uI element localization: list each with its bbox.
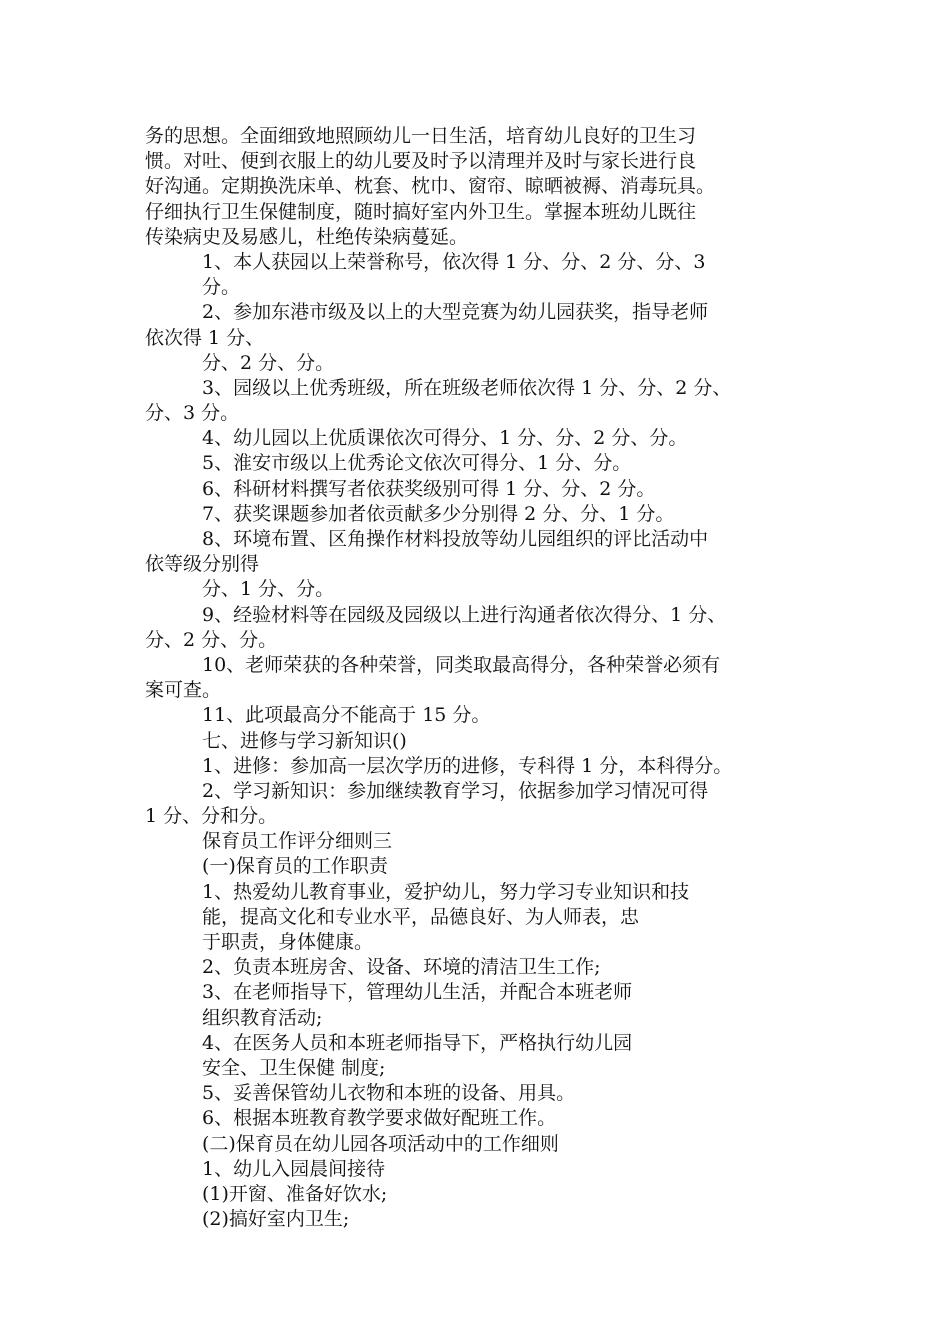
text-line: 务的思想。全面细致地照顾幼儿一日生活，培育幼儿良好的卫生习 [145, 125, 697, 147]
text-line: 1、本人获园以上荣誉称号，依次得 1 分、分、2 分、分、3 [202, 250, 706, 273]
text-line: (一)保育员的工作职责 [202, 855, 388, 878]
text-line: 2、学习新知识：参加继续教育学习，依据参加学习情况可得 [202, 779, 709, 802]
text-line: 1、幼儿入园晨间接待 [202, 1157, 386, 1180]
text-line: 仔细执行卫生保健制度，随时搞好室内外卫生。掌握本班幼儿既往 [145, 200, 697, 223]
document-body [145, 124, 845, 1232]
text-line: 案可查。 [145, 679, 222, 702]
text-line: 能，提高文化和专业水平，品德良好、为人师表，忠 [202, 905, 640, 928]
text-line: 8、环境布置、区角操作材料投放等幼儿园组织的评比活动中 [202, 528, 709, 550]
text-line: 6、科研材料撰写者依获奖级别可得 1 分、分、2 分。 [202, 477, 656, 500]
text-line: 9、经验材料等在园级及园级以上进行沟通者依次得分、1 分、 [202, 603, 727, 626]
text-line: 分。 [202, 276, 241, 299]
text-line: 依次得 1 分、 [145, 326, 265, 349]
text-line: 6、根据本班教育教学要求做好配班工作。 [202, 1107, 557, 1130]
text-line: 传染病史及易感儿，杜绝传染病蔓延。 [145, 225, 469, 248]
text-line: 保育员工作评分细则三 [202, 830, 393, 853]
text-line: 1、热爱幼儿教育事业，爱护幼儿，努力学习专业知识和技 [202, 880, 690, 903]
text-line: 1 分、分和分。 [145, 805, 278, 828]
text-line: (1)开窗、准备好饮水; [202, 1182, 388, 1205]
text-line: 11、此项最高分不能高于 15 分。 [202, 704, 491, 727]
text-line: 4、在医务人员和本班老师指导下，严格执行幼儿园 [202, 1031, 633, 1054]
text-line: 3、在老师指导下，管理幼儿生活，并配合本班老师 [202, 981, 633, 1004]
text-line: 安全、卫生保健 制度; [202, 1056, 386, 1079]
text-line: 7、获奖课题参加者依贡献多少分别得 2 分、分、1 分。 [202, 502, 675, 525]
text-line: 2、负责本班房舍、设备、环境的清洁卫生工作; [202, 956, 601, 979]
text-line: 1、进修：参加高一层次学历的进修，专科得 1 分，本科得分。 [202, 754, 733, 777]
text-line: 4、幼儿园以上优质课依次可得分、1 分、分、2 分、分。 [202, 427, 688, 450]
text-line: 于职责，身体健康。 [202, 931, 374, 953]
text-line: 5、妥善保管幼儿衣物和本班的设备、用具。 [202, 1082, 576, 1105]
text-line: 分、2 分、分。 [202, 351, 335, 374]
text-line: 分、2 分、分。 [145, 628, 278, 651]
text-line: 10、老师荣获的各种荣誉，同类取最高得分，各种荣誉必须有 [202, 653, 721, 676]
text-line: (2)搞好室内卫生; [202, 1208, 350, 1231]
text-line: (二)保育员在幼儿园各项活动中的工作细则 [202, 1132, 559, 1155]
text-line: 七、进修与学习新知识() [202, 729, 407, 752]
text-line: 依等级分别得 [145, 553, 260, 576]
text-line: 组织教育活动; [202, 1006, 323, 1029]
text-line: 分、1 分、分。 [202, 578, 335, 601]
text-line: 惯。对吐、便到衣服上的幼儿要及时予以清理并及时与家长进行良 [145, 150, 697, 173]
text-line: 3、园级以上优秀班级，所在班级老师依次得 1 分、分、2 分、 [202, 376, 732, 399]
text-line: 2、参加东港市级及以上的大型竞赛为幼儿园获奖，指导老师 [202, 301, 709, 324]
text-line: 好沟通。定期换洗床单、枕套、枕巾、窗帘、晾晒被褥、消毒玩具。 [145, 175, 716, 198]
text-line: 5、淮安市级以上优秀论文依次可得分、1 分、分。 [202, 452, 632, 475]
text-line: 分、3 分。 [145, 402, 240, 425]
